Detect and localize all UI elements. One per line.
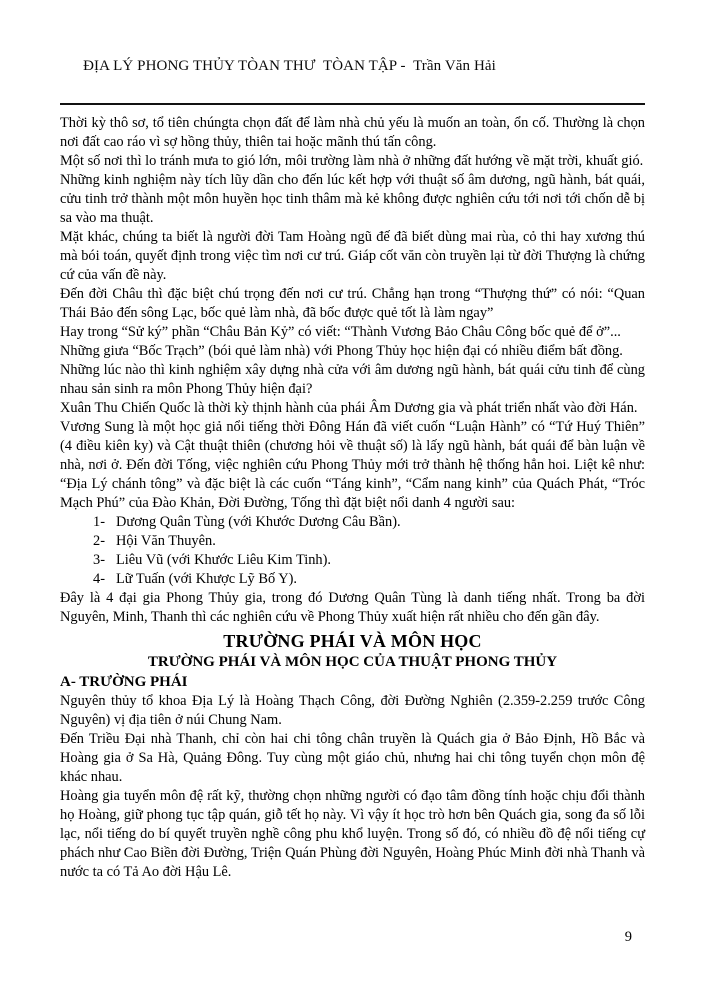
page-content: [60, 38, 645, 882]
list-item-text: Dương Quân Tùng (với Khước Dương Câu Bần).: [116, 514, 401, 530]
section-paragraph-3: Hoàng gia tuyển môn đệ rất kỹ, thường chọn những người có đạo tâm đồng tính hoặc chịu đổi thành họ Hoàng, giữ phong tục tập quán, giỗ tết họ này. Vì vậy ít học trò hơn bên Quách gia, song đa số lỗi lạc, nổi tiếng do bí quyết truyền nghề công phu khổ luyện. Trong số đó, có nhiều đồ đệ nổi tiếng cự phách như Cao Biền đời Đường, Triện Quán Phùng đời Nguyên, Hoàng Phúc Minh đời nhà Thanh và nước ta có Tả Ao đời Hậu Lê.: [60, 788, 645, 880]
paragraph-8: Những lúc nào thì kinh nghiệm xây dựng nhà cửa với âm dương ngũ hành, bát quái cửu tinh để cùng nhau sản sinh ra môn Phong Thủy hiện đại?: [60, 362, 645, 397]
page-number: 9: [624, 929, 632, 945]
running-header: [60, 38, 645, 95]
section-heading-a: A- TRƯỜNG PHÁI: [60, 674, 188, 690]
section-paragraph-2: Đến Triều Đại nhà Thanh, chỉ còn hai chi tông chân truyền là Quách gia ở Bảo Định, Hồ Bắc và Hoàng gia ở Sa Hà, Quảng Đông. Tuy cùng một giáo chủ, nhưng hai chi tông tuyển chọn môn đệ khác nhau.: [60, 731, 645, 785]
paragraph-9: Xuân Thu Chiến Quốc là thời kỳ thịnh hành của phái Âm Dương gia và phát triển nhất vào đời Hán.: [60, 400, 638, 416]
section-paragraph-1: Nguyên thủy tổ khoa Địa Lý là Hoàng Thạch Công, đời Đường Nghiên (2.359-2.259 trước Công Nguyên) vị địa tiên ở núi Chung Nam.: [60, 693, 645, 728]
paragraph-6: Hay trong “Sử ký” phần “Châu Bản Kỷ” có viết: “Thành Vương Bảo Châu Công bốc quẻ để ở”...: [60, 324, 621, 340]
list-item-text: Hội Văn Thuyên.: [116, 533, 216, 549]
list-item-text: Liêu Vũ (với Khước Liêu Kim Tinh).: [116, 552, 332, 568]
list-item: [60, 570, 645, 589]
paragraph-3: Những kinh nghiệm này tích lũy dần cho đến lúc kết hợp với thuật số âm dương, ngũ hành, bát quái, cửu tinh trở thành một môn huyền học tinh thâm mà kẻ không được nghiên cứu tới nơi tới chốn dễ bị sa vào ma thuật.: [60, 172, 645, 226]
list-item: [60, 551, 645, 570]
list-item-number: 4-: [93, 571, 105, 587]
section-title: TRƯỜNG PHÁI VÀ MÔN HỌC: [223, 631, 482, 651]
paragraph-5: Đến đời Châu thì đặc biệt chú trọng đến nơi cư trú. Chẳng hạn trong “Thượng thứ” có nói: “Quan Thái Bảo đến sông Lạc, bốc quẻ làm nhà, đã bốc được quẻ tốt là làm ngay”: [60, 286, 645, 321]
paragraph-7: Những giưa “Bốc Trạch” (bói quẻ làm nhà) với Phong Thủy học hiện đại có nhiều điểm bất đồng.: [60, 343, 623, 359]
body-text: [60, 114, 645, 882]
section-subtitle: TRƯỜNG PHÁI VÀ MÔN HỌC CỦA THUẬT PHONG THỦY: [147, 654, 558, 670]
header-rule: [60, 103, 645, 105]
paragraph-4: Mặt khác, chúng ta biết là người đời Tam Hoàng ngũ đế đã biết dùng mai rùa, cỏ thi hay xương thú mà bói toán, quyết định trong việc tìm nơi cư trú. Giáp cốt văn còn truyền lại từ đời Thượng là chứng cứ của vấn đề này.: [60, 229, 645, 283]
paragraph-11: Đây là 4 đại gia Phong Thủy gia, trong đó Dương Quân Tùng là danh tiếng nhất. Trong ba đời Nguyên, Minh, Thanh thì các nghiên cứu về Phong Thủy xuất hiện rất nhiều cho đến gần đây.: [60, 590, 645, 625]
paragraph-2: Một số nơi thì lo tránh mưa to gió lớn, môi trường làm nhà ở những đất hướng về mặt trời, khuất gió.: [60, 153, 644, 169]
list-item-number: 3-: [93, 552, 105, 568]
paragraph-1: Thời kỳ thô sơ, tổ tiên chúngta chọn đất để làm nhà chủ yếu là muốn an toàn, ổn cố. Thường là chọn nơi đất cao ráo vì sợ hồng thủy, thiên tai hoặc mãnh thú tấn công.: [60, 115, 645, 150]
header-title: ĐỊA LÝ PHONG THỦY TÒAN THƯ TÒAN TẬP - Trần Văn Hải: [83, 58, 496, 74]
list-item: [60, 513, 645, 532]
list-item: [60, 532, 645, 551]
list-item-text: Lữ Tuấn (với Khược Lỹ Bố Y).: [116, 571, 297, 587]
list-item-number: 2-: [93, 533, 105, 549]
paragraph-10: Vương Sung là một học giả nổi tiếng thời Đông Hán đã viết cuốn “Luận Hành” có “Tứ Huý Thiên” (4 điều kiên ky) và Cật thuật thiên (chương hỏi về thuật số) là lấy ngũ hành, bát quái để bàn luận về nhà, nơi ở. Đến đời Tống, việc nghiên cứu Phong Thủy mới trở thành hệ thống hẳn hoi. Liệt kê như: “Địa Lý chánh tông” và đặc biệt là các cuốn “Táng kinh”, “Cẩm nang kinh” của Quách Phát, “Tróc Mạch Phú” của Đào Khản, Đời Đường, Tống thì đặt biệt nổi danh 4 người sau:: [60, 419, 645, 511]
list-item-number: 1-: [93, 514, 105, 530]
masters-list: [60, 513, 645, 589]
